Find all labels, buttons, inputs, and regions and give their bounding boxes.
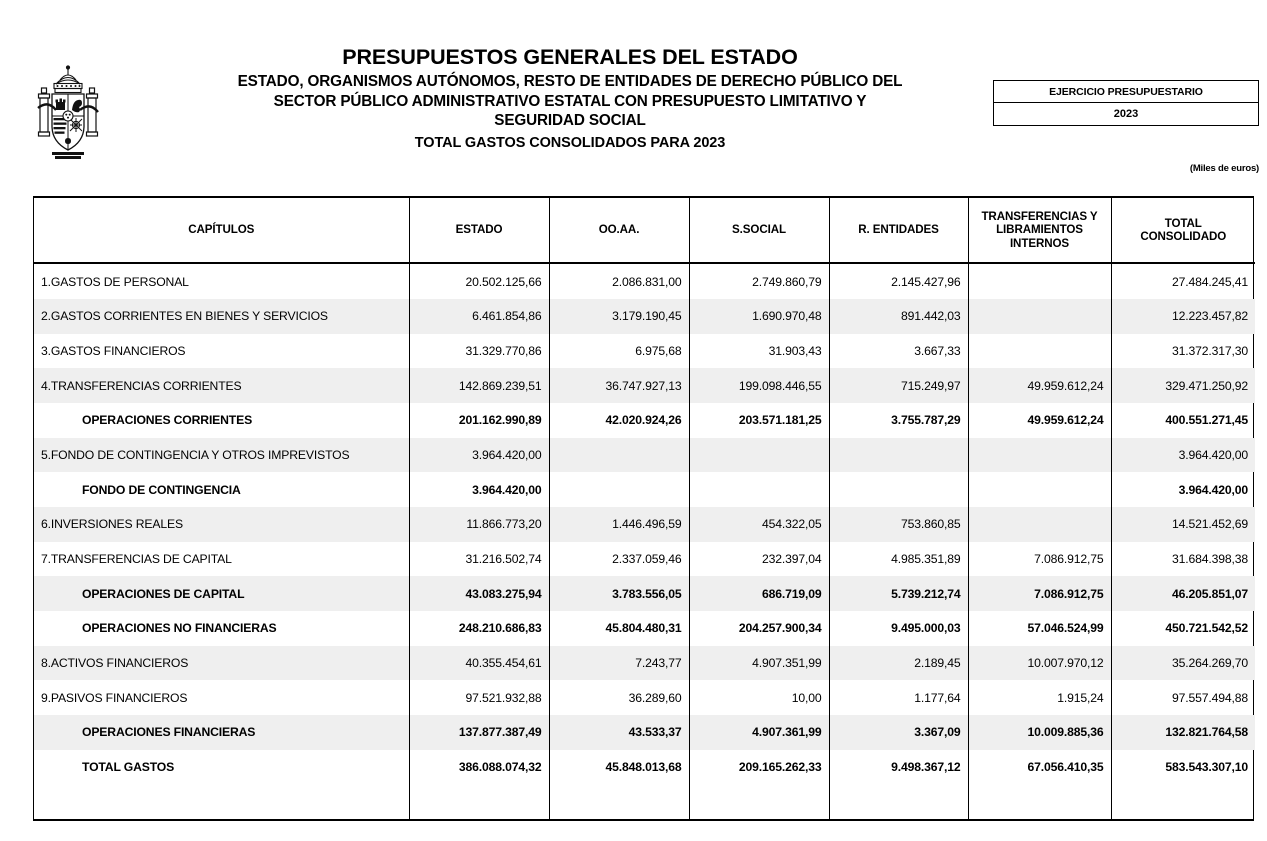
cell-estado: 137.877.387,49: [409, 715, 549, 750]
cell-ssocial: 4.907.361,99: [689, 715, 829, 750]
cell-rentidades: 1.177,64: [829, 680, 968, 715]
cell-ssocial: 204.257.900,34: [689, 611, 829, 646]
cell-ooaa: 43.533,37: [549, 715, 689, 750]
cell-ssocial: 454.322,05: [689, 507, 829, 542]
cell-transferencias-libramientos-internos: [968, 438, 1111, 473]
document-header: [0, 0, 1267, 180]
cell-total-consolidado: 35.264.269,70: [1111, 646, 1255, 681]
table-row: [34, 368, 1255, 403]
cell-estado: 248.210.686,83: [409, 611, 549, 646]
cell-total-consolidado: 46.205.851,07: [1111, 576, 1255, 611]
cell-total-consolidado: 3.964.420,00: [1178, 482, 1248, 497]
page-title: PRESUPUESTOS GENERALES DEL ESTADO: [342, 45, 798, 69]
cell-rentidades: 3.755.787,29: [829, 403, 968, 438]
budget-table: [34, 198, 1255, 819]
cell-ooaa: 6.975,68: [549, 334, 689, 369]
cell-transferencias-libramientos-internos: 7.086.912,75: [968, 576, 1111, 611]
subtitle-line-3: SEGURIDAD SOCIAL: [494, 112, 646, 129]
cell-ooaa: [549, 472, 689, 507]
empty-cell: [829, 784, 968, 819]
cell-ssocial: 203.571.181,25: [689, 403, 829, 438]
cell-rentidades: [829, 472, 968, 507]
spanish-coat-of-arms-icon: [30, 54, 106, 162]
empty-cell: [409, 784, 549, 819]
subtitle-line-2: SECTOR PÚBLICO ADMINISTRATIVO ESTATAL CON PRESUPUESTO LIMITATIVO Y: [273, 92, 867, 110]
column-header-ooaa: OO.AA.: [549, 198, 689, 263]
table-row: [34, 542, 1255, 577]
fiscal-year-value: 2023: [1113, 108, 1139, 120]
empty-cell: [549, 784, 689, 819]
cell-rentidades: 5.739.212,74: [829, 576, 968, 611]
cell-transferencias-libramientos-internos: 10.007.970,12: [968, 646, 1111, 681]
subtitle-line-1: ESTADO, ORGANISMOS AUTÓNOMOS, RESTO DE ENTIDADES DE DERECHO PÚBLICO DEL: [237, 73, 903, 90]
cell-transferencias-libramientos-internos: [968, 263, 1111, 299]
cell-transferencias-libramientos-internos: [968, 472, 1111, 507]
empty-cell: [1111, 784, 1255, 819]
table-row: [34, 472, 1255, 507]
row-label: 5.FONDO DE CONTINGENCIA Y OTROS IMPREVISTOS: [34, 438, 409, 473]
cell-ssocial: 4.907.351,99: [689, 646, 829, 681]
cell-ooaa: 36.747.927,13: [549, 368, 689, 403]
header-line-3: INTERNOS: [1009, 236, 1070, 250]
cell-ooaa: 36.289,60: [549, 680, 689, 715]
cell-transferencias-libramientos-internos: 49.959.612,24: [968, 368, 1111, 403]
row-label: 2.GASTOS CORRIENTES EN BIENES Y SERVICIOS: [34, 299, 409, 334]
table-row: [34, 334, 1255, 369]
table-row: [34, 680, 1255, 715]
cell-ooaa: [549, 438, 689, 473]
table-row: [34, 750, 1255, 785]
column-header-rentidades: R. ENTIDADES: [829, 198, 968, 263]
cell-ssocial: 232.397,04: [689, 542, 829, 577]
cell-total-consolidado: 450.721.542,52: [1165, 621, 1248, 636]
column-header-capitulos: CAPÍTULOS: [34, 198, 409, 263]
cell-total-consolidado: 132.821.764,58: [1111, 715, 1255, 750]
header-line-2: LIBRAMIENTOS: [996, 223, 1083, 237]
row-label: 9.PASIVOS FINANCIEROS: [34, 680, 409, 715]
column-header-total-consolidado: [1111, 198, 1255, 263]
cell-ssocial: 686.719,09: [689, 576, 829, 611]
cell-transferencias-libramientos-internos: 1.915,24: [968, 680, 1111, 715]
cell-rentidades: 2.145.427,96: [829, 263, 968, 299]
cell-estado: 97.521.932,88: [409, 680, 549, 715]
row-label: 7.TRANSFERENCIAS DE CAPITAL: [34, 542, 409, 577]
table-row: [34, 646, 1255, 681]
row-label: OPERACIONES DE CAPITAL: [34, 576, 409, 611]
cell-rentidades: 2.189,45: [829, 646, 968, 681]
cell-estado: 386.088.074,32: [409, 750, 549, 785]
cell-ssocial: [689, 438, 829, 473]
row-label: OPERACIONES FINANCIERAS: [34, 715, 409, 750]
cell-estado: 20.502.125,66: [409, 263, 549, 299]
cell-estado: 40.355.454,61: [409, 646, 549, 681]
cell-rentidades: 3.367,09: [829, 715, 968, 750]
table-row: [34, 263, 1255, 299]
cell-ssocial: 10,00: [689, 680, 829, 715]
table-row: [34, 403, 1255, 438]
cell-ssocial: 209.165.262,33: [689, 750, 829, 785]
cell-total-consolidado: 583.543.307,10: [1165, 759, 1248, 774]
cell-ooaa: 2.337.059,46: [549, 542, 689, 577]
row-label: FONDO DE CONTINGENCIA: [34, 472, 409, 507]
cell-transferencias-libramientos-internos: 49.959.612,24: [968, 403, 1111, 438]
cell-ssocial: 2.749.860,79: [689, 263, 829, 299]
cell-estado: 3.964.420,00: [409, 438, 549, 473]
table-row: [34, 438, 1255, 473]
units-note: (Miles de euros): [1189, 163, 1259, 174]
cell-estado: 43.083.275,94: [409, 576, 549, 611]
cell-total-consolidado: 31.372.317,30: [1172, 344, 1248, 358]
cell-total-consolidado: 14.521.452,69: [1111, 507, 1255, 542]
cell-ssocial: [689, 472, 829, 507]
cell-total-consolidado: 27.484.245,41: [1172, 274, 1248, 289]
cell-transferencias-libramientos-internos: [968, 507, 1111, 542]
cell-transferencias-libramientos-internos: 57.046.524,99: [968, 611, 1111, 646]
row-label: OPERACIONES NO FINANCIERAS: [34, 611, 409, 646]
cell-ooaa: 7.243,77: [549, 646, 689, 681]
cell-total-consolidado: 329.471.250,92: [1111, 368, 1255, 403]
cell-total-consolidado: 3.964.420,00: [1111, 438, 1255, 473]
empty-cell: [968, 784, 1111, 819]
header-line-2: CONSOLIDADO: [1140, 230, 1227, 243]
table-row: [34, 299, 1255, 334]
table-row: [34, 715, 1255, 750]
cell-estado: 6.461.854,86: [409, 299, 549, 334]
cell-estado: 201.162.990,89: [409, 403, 549, 438]
cell-rentidades: 715.249,97: [829, 368, 968, 403]
cell-estado: 3.964.420,00: [409, 472, 549, 507]
cell-ooaa: 1.446.496,59: [549, 507, 689, 542]
row-label: 1.GASTOS DE PERSONAL: [34, 263, 409, 299]
cell-total-consolidado: 31.684.398,38: [1172, 551, 1248, 566]
table-body: [34, 263, 1255, 819]
cell-rentidades: 9.498.367,12: [829, 750, 968, 785]
cell-ooaa: 2.086.831,00: [549, 263, 689, 299]
row-label: 8.ACTIVOS FINANCIEROS: [34, 646, 409, 681]
table-header-row: [34, 198, 1255, 263]
empty-cell: [689, 784, 829, 819]
table-empty-area: [34, 784, 1255, 819]
column-header-transferencias-libramientos-internos: [968, 198, 1111, 263]
cell-rentidades: [829, 438, 968, 473]
table-row: [34, 611, 1255, 646]
table-row: [34, 507, 1255, 542]
empty-cell: [34, 784, 409, 819]
cell-transferencias-libramientos-internos: [968, 334, 1111, 369]
cell-estado: 31.216.502,74: [409, 542, 549, 577]
cell-rentidades: 9.495.000,03: [829, 611, 968, 646]
cell-total-consolidado: 97.557.494,88: [1172, 690, 1248, 705]
cell-rentidades: 891.442,03: [829, 299, 968, 334]
row-label: 3.GASTOS FINANCIEROS: [34, 334, 409, 369]
row-label: OPERACIONES CORRIENTES: [34, 403, 409, 438]
cell-transferencias-libramientos-internos: [968, 299, 1111, 334]
fiscal-year-label: EJERCICIO PRESUPUESTARIO: [994, 81, 1258, 103]
cell-total-consolidado: 400.551.271,45: [1165, 413, 1248, 428]
header-line-1: TRANSFERENCIAS Y: [981, 209, 1098, 223]
cell-ooaa: 45.848.013,68: [549, 750, 689, 785]
column-header-ssocial: S.SOCIAL: [689, 198, 829, 263]
cell-estado: 11.866.773,20: [409, 507, 549, 542]
cell-estado: 142.869.239,51: [409, 368, 549, 403]
row-label: TOTAL GASTOS: [34, 750, 409, 785]
cell-ooaa: 3.783.556,05: [549, 576, 689, 611]
table-row: [34, 576, 1255, 611]
fiscal-year-box: [993, 80, 1259, 126]
row-label: 4.TRANSFERENCIAS CORRIENTES: [34, 368, 409, 403]
cell-transferencias-libramientos-internos: 67.056.410,35: [968, 750, 1111, 785]
cell-ooaa: 42.020.924,26: [549, 403, 689, 438]
cell-ooaa: 45.804.480,31: [549, 611, 689, 646]
cell-ssocial: 199.098.446,55: [689, 368, 829, 403]
cell-total-consolidado: 12.223.457,82: [1111, 299, 1255, 334]
budget-table-container: [33, 196, 1254, 821]
cell-ssocial: 31.903,43: [689, 334, 829, 369]
cell-rentidades: 753.860,85: [829, 507, 968, 542]
cell-transferencias-libramientos-internos: 10.009.885,36: [968, 715, 1111, 750]
title-block: [150, 44, 990, 153]
cell-ooaa: 3.179.190,45: [549, 299, 689, 334]
row-label: 6.INVERSIONES REALES: [34, 507, 409, 542]
cell-rentidades: 3.667,33: [829, 334, 968, 369]
cell-transferencias-libramientos-internos: 7.086.912,75: [968, 542, 1111, 577]
subtitle-total-gastos: TOTAL GASTOS CONSOLIDADOS PARA 2023: [414, 134, 726, 151]
cell-rentidades: 4.985.351,89: [829, 542, 968, 577]
column-header-estado: ESTADO: [409, 198, 549, 263]
header-line-1: TOTAL: [1164, 216, 1202, 230]
cell-estado: 31.329.770,86: [409, 334, 549, 369]
cell-ssocial: 1.690.970,48: [689, 299, 829, 334]
